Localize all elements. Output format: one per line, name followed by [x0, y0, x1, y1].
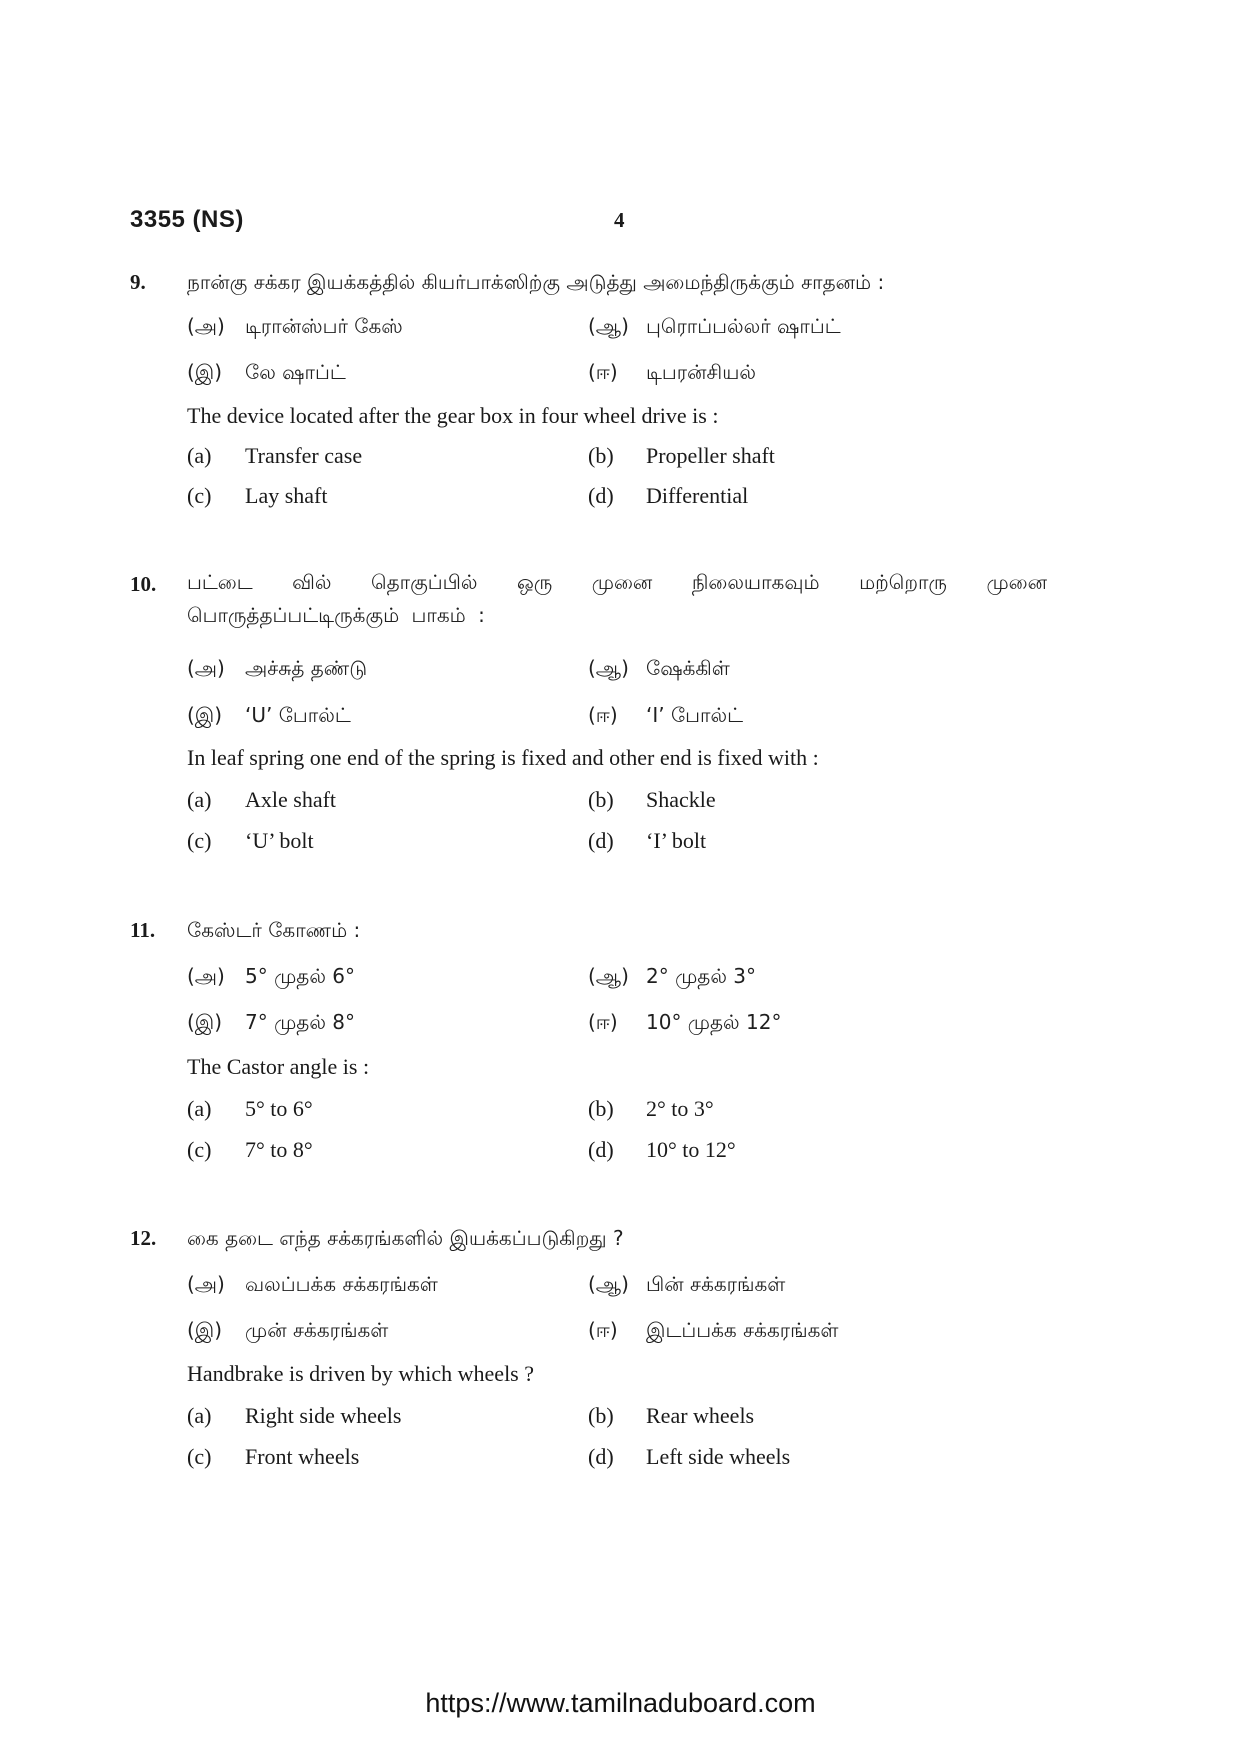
option-text: Axle shaft: [245, 787, 337, 812]
tamil-option-a[interactable]: [187, 656, 367, 683]
option-text: லே ஷாப்ட்: [245, 360, 346, 384]
option-text: 5° to 6°: [245, 1096, 313, 1121]
option-text: ‘I’ bolt: [646, 828, 707, 853]
option-text: 5° முதல் 6°: [245, 964, 355, 988]
english-option-c[interactable]: [187, 483, 327, 509]
footer-url[interactable]: https://www.tamilnaduboard.com: [425, 1688, 816, 1718]
option-label: (ஆ): [588, 314, 629, 338]
option-text: 2° முதல் 3°: [646, 964, 756, 988]
option-text: Front wheels: [245, 1444, 360, 1469]
option-label: (அ): [187, 1272, 225, 1296]
option-label: (d): [588, 483, 614, 508]
option-text: ஷேக்கிள்: [646, 656, 730, 680]
option-text: முன் சக்கரங்கள்: [245, 1318, 389, 1342]
tamil-option-c[interactable]: [187, 1010, 355, 1037]
option-label: (ஆ): [588, 656, 629, 680]
question-english-text: The Castor angle is :: [187, 1054, 370, 1079]
option-text: 7° முதல் 8°: [245, 1010, 355, 1034]
english-option-d[interactable]: [588, 828, 706, 854]
option-text: பின் சக்கரங்கள்: [646, 1272, 786, 1296]
option-label: (b): [588, 1096, 614, 1121]
tamil-option-a[interactable]: [187, 1272, 438, 1299]
option-label: (ஈ): [588, 360, 618, 384]
option-label: (இ): [187, 703, 223, 727]
option-text: Right side wheels: [245, 1403, 402, 1428]
page-number: 4: [614, 208, 625, 232]
option-text: Shackle: [646, 787, 716, 812]
option-text: புரொப்பல்லர் ஷாப்ட்: [646, 314, 841, 338]
option-text: 7° to 8°: [245, 1137, 313, 1162]
english-option-c[interactable]: [187, 828, 314, 854]
option-label: (b): [588, 443, 614, 468]
option-label: (c): [187, 1444, 212, 1469]
option-label: (அ): [187, 314, 225, 338]
option-text: ‘U’ போல்ட்: [245, 703, 351, 727]
english-option-a[interactable]: [187, 1096, 313, 1122]
tamil-option-b[interactable]: [588, 314, 841, 341]
option-label: (ஈ): [588, 1318, 618, 1342]
tamil-option-b[interactable]: [588, 656, 730, 683]
option-text: Differential: [646, 483, 749, 508]
question-number: 11.: [130, 918, 156, 942]
english-option-a[interactable]: [187, 443, 362, 469]
english-option-b[interactable]: [588, 787, 716, 813]
option-label: (இ): [187, 360, 223, 384]
option-text: டிபரன்சியல்: [646, 360, 756, 384]
option-label: (d): [588, 1137, 614, 1162]
english-option-a[interactable]: [187, 1403, 401, 1429]
option-label: (ஆ): [588, 964, 629, 988]
option-text: Transfer case: [245, 443, 363, 468]
option-label: (c): [187, 1137, 212, 1162]
option-label: (இ): [187, 1318, 223, 1342]
tamil-option-a[interactable]: [187, 964, 355, 991]
option-label: (a): [187, 443, 212, 468]
question-tamil-text: கை தடை எந்த சக்கரங்களில் இயக்கப்படுகிறது ?: [187, 1226, 624, 1250]
option-text: 10° to 12°: [646, 1137, 736, 1162]
option-label: (a): [187, 1096, 212, 1121]
option-label: (ஈ): [588, 1010, 618, 1034]
english-option-b[interactable]: [588, 1403, 754, 1429]
option-label: (d): [588, 828, 614, 853]
question-english-text: In leaf spring one end of the spring is fixed and other end is fixed with :: [187, 745, 819, 770]
question-tamil-text: பட்டை வில் தொகுப்பில் ஒரு முனை நிலையாகவும் மற்றொரு முனை பொருத்தப்பட்டிருக்கும் பாகம் :: [187, 570, 1047, 627]
option-text: டிரான்ஸ்பர் கேஸ்: [245, 314, 403, 338]
tamil-option-c[interactable]: [187, 360, 346, 387]
english-option-c[interactable]: [187, 1137, 313, 1163]
option-label: (b): [588, 787, 614, 812]
tamil-option-b[interactable]: [588, 964, 756, 991]
english-option-b[interactable]: [588, 1096, 714, 1122]
option-label: (b): [588, 1403, 614, 1428]
option-label: (a): [187, 1403, 212, 1428]
option-label: (ஈ): [588, 703, 618, 727]
question-tamil-text: கேஸ்டர் கோணம் :: [187, 918, 361, 942]
tamil-option-d[interactable]: [588, 360, 756, 387]
question-number: 9.: [130, 270, 146, 294]
paper-code: 3355 (NS): [130, 206, 244, 233]
option-text: Left side wheels: [646, 1444, 791, 1469]
option-text: இடப்பக்க சக்கரங்கள்: [646, 1318, 839, 1342]
option-label: (அ): [187, 964, 225, 988]
option-text: அச்சுத் தண்டு: [245, 656, 368, 680]
option-label: (ஆ): [588, 1272, 629, 1296]
question-english-text: Handbrake is driven by which wheels ?: [187, 1361, 535, 1386]
english-option-d[interactable]: [588, 1137, 736, 1163]
option-label: (a): [187, 787, 212, 812]
option-text: ‘U’ bolt: [245, 828, 314, 853]
english-option-a[interactable]: [187, 787, 336, 813]
option-text: Rear wheels: [646, 1403, 755, 1428]
option-text: வலப்பக்க சக்கரங்கள்: [245, 1272, 438, 1296]
english-option-d[interactable]: [588, 483, 748, 509]
question-number: 12.: [130, 1226, 157, 1250]
question-english-text: The device located after the gear box in four wheel drive is :: [187, 403, 719, 428]
option-label: (இ): [187, 1010, 223, 1034]
tamil-option-c[interactable]: [187, 703, 351, 730]
question-number: 10.: [130, 572, 157, 596]
tamil-option-d[interactable]: [588, 1318, 838, 1345]
question-tamil-text: நான்கு சக்கர இயக்கத்தில் கியர்பாக்ஸிற்கு அடுத்து அமைந்திருக்கும் சாதனம் :: [187, 270, 885, 294]
option-label: (c): [187, 483, 212, 508]
option-label: (அ): [187, 656, 225, 680]
english-option-d[interactable]: [588, 1444, 790, 1470]
tamil-option-b[interactable]: [588, 1272, 785, 1299]
option-text: 2° to 3°: [646, 1096, 714, 1121]
option-text: Lay shaft: [245, 483, 328, 508]
tamil-option-d[interactable]: [588, 703, 743, 730]
option-text: Propeller shaft: [646, 443, 775, 468]
option-label: (c): [187, 828, 212, 853]
option-text: ‘I’ போல்ட்: [646, 703, 744, 727]
english-option-b[interactable]: [588, 443, 775, 469]
english-option-c[interactable]: [187, 1444, 359, 1470]
tamil-option-a[interactable]: [187, 314, 403, 341]
tamil-option-d[interactable]: [588, 1010, 781, 1037]
option-label: (d): [588, 1444, 614, 1469]
option-text: 10° முதல் 12°: [646, 1010, 782, 1034]
tamil-option-c[interactable]: [187, 1318, 388, 1345]
